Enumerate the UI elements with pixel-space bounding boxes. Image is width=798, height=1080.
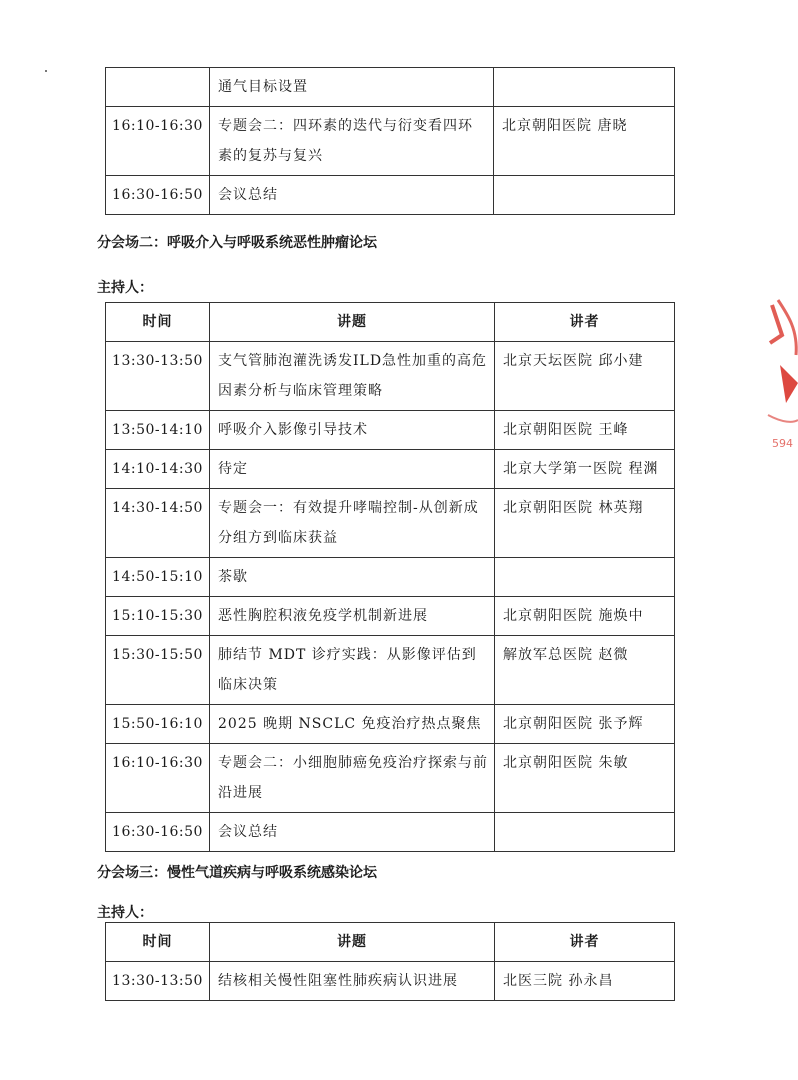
table-row xyxy=(106,176,675,215)
time-cell: 13:30-13:50 xyxy=(106,342,210,411)
speaker-cell xyxy=(494,176,675,215)
speaker-cell: 北京朝阳医院 唐晓 xyxy=(494,107,675,176)
topic-cell: 恶性胸腔积液免疫学机制新进展 xyxy=(210,597,495,636)
speaker-cell: 解放军总医院 赵微 xyxy=(495,636,675,705)
table-row xyxy=(106,107,675,176)
speaker-cell: 北京天坛医院 邱小建 xyxy=(495,342,675,411)
topic-cell: 通气目标设置 xyxy=(210,68,494,107)
topic-cell: 待定 xyxy=(210,450,495,489)
topic-cell: 结核相关慢性阻塞性肺疾病认识进展 xyxy=(210,962,495,1001)
official-seal-stamp xyxy=(758,295,798,465)
time-cell: 15:30-15:50 xyxy=(106,636,210,705)
speaker-cell: 北京朝阳医院 张予辉 xyxy=(495,705,675,744)
session2-title: 分会场二：呼吸介入与呼吸系统恶性肿瘤论坛 xyxy=(97,235,377,251)
time-cell: 15:50-16:10 xyxy=(106,705,210,744)
topic-cell: 呼吸介入影像引导技术 xyxy=(210,411,495,450)
table-row xyxy=(106,411,675,450)
time-cell: 16:30-16:50 xyxy=(106,176,210,215)
session2-schedule-table xyxy=(105,302,675,852)
header-speaker: 讲者 xyxy=(495,303,675,342)
header-topic: 讲题 xyxy=(210,303,495,342)
time-cell: 14:50-15:10 xyxy=(106,558,210,597)
header-row xyxy=(106,923,675,962)
header-time: 时间 xyxy=(106,923,210,962)
table-row xyxy=(106,558,675,597)
topic-cell: 支气管肺泡灌洗诱发ILD急性加重的高危因素分析与临床管理策略 xyxy=(210,342,495,411)
topic-cell: 专题会一：有效提升哮喘控制-从创新成分组方到临床获益 xyxy=(210,489,495,558)
session2-host-label: 主持人： xyxy=(97,280,153,296)
session3-host-label: 主持人： xyxy=(97,905,153,921)
table-row xyxy=(106,962,675,1001)
header-time: 时间 xyxy=(106,303,210,342)
table-row xyxy=(106,68,675,107)
topic-cell: 专题会二：小细胞肺癌免疫治疗探索与前沿进展 xyxy=(210,744,495,813)
time-cell xyxy=(106,68,210,107)
time-cell: 13:50-14:10 xyxy=(106,411,210,450)
topic-cell: 会议总结 xyxy=(210,813,495,852)
time-cell: 16:10-16:30 xyxy=(106,107,210,176)
time-cell: 15:10-15:30 xyxy=(106,597,210,636)
time-cell: 13:30-13:50 xyxy=(106,962,210,1001)
time-cell: 14:10-14:30 xyxy=(106,450,210,489)
topic-cell: 茶歇 xyxy=(210,558,495,597)
time-cell: 16:10-16:30 xyxy=(106,744,210,813)
speaker-cell: 北京朝阳医院 施焕中 xyxy=(495,597,675,636)
topic-cell: 2025 晚期 NSCLC 免疫治疗热点聚焦 xyxy=(210,705,495,744)
speaker-cell: 北京大学第一医院 程渊 xyxy=(495,450,675,489)
topic-cell: 会议总结 xyxy=(210,176,494,215)
time-cell: 14:30-14:50 xyxy=(106,489,210,558)
session3-title: 分会场三：慢性气道疾病与呼吸系统感染论坛 xyxy=(97,865,377,881)
speaker-cell xyxy=(495,813,675,852)
table-row xyxy=(106,813,675,852)
speaker-cell: 北京朝阳医院 朱敏 xyxy=(495,744,675,813)
session3-schedule-table xyxy=(105,922,675,1001)
speaker-cell: 北京朝阳医院 王峰 xyxy=(495,411,675,450)
table-row xyxy=(106,636,675,705)
scan-speck xyxy=(45,70,47,72)
seal-partial-text: 594 xyxy=(772,437,793,450)
speaker-cell: 北京朝阳医院 林英翔 xyxy=(495,489,675,558)
topic-cell: 专题会二：四环素的迭代与衍变看四环素的复苏与复兴 xyxy=(210,107,494,176)
table-row xyxy=(106,342,675,411)
table-row xyxy=(106,705,675,744)
header-topic: 讲题 xyxy=(210,923,495,962)
table-row xyxy=(106,744,675,813)
schedule-table-continued xyxy=(105,67,675,215)
header-speaker: 讲者 xyxy=(495,923,675,962)
table-row xyxy=(106,450,675,489)
speaker-cell xyxy=(495,558,675,597)
table-row xyxy=(106,489,675,558)
time-cell: 16:30-16:50 xyxy=(106,813,210,852)
header-row xyxy=(106,303,675,342)
topic-cell: 肺结节 MDT 诊疗实践：从影像评估到临床决策 xyxy=(210,636,495,705)
table-row xyxy=(106,597,675,636)
speaker-cell: 北医三院 孙永昌 xyxy=(495,962,675,1001)
speaker-cell xyxy=(494,68,675,107)
